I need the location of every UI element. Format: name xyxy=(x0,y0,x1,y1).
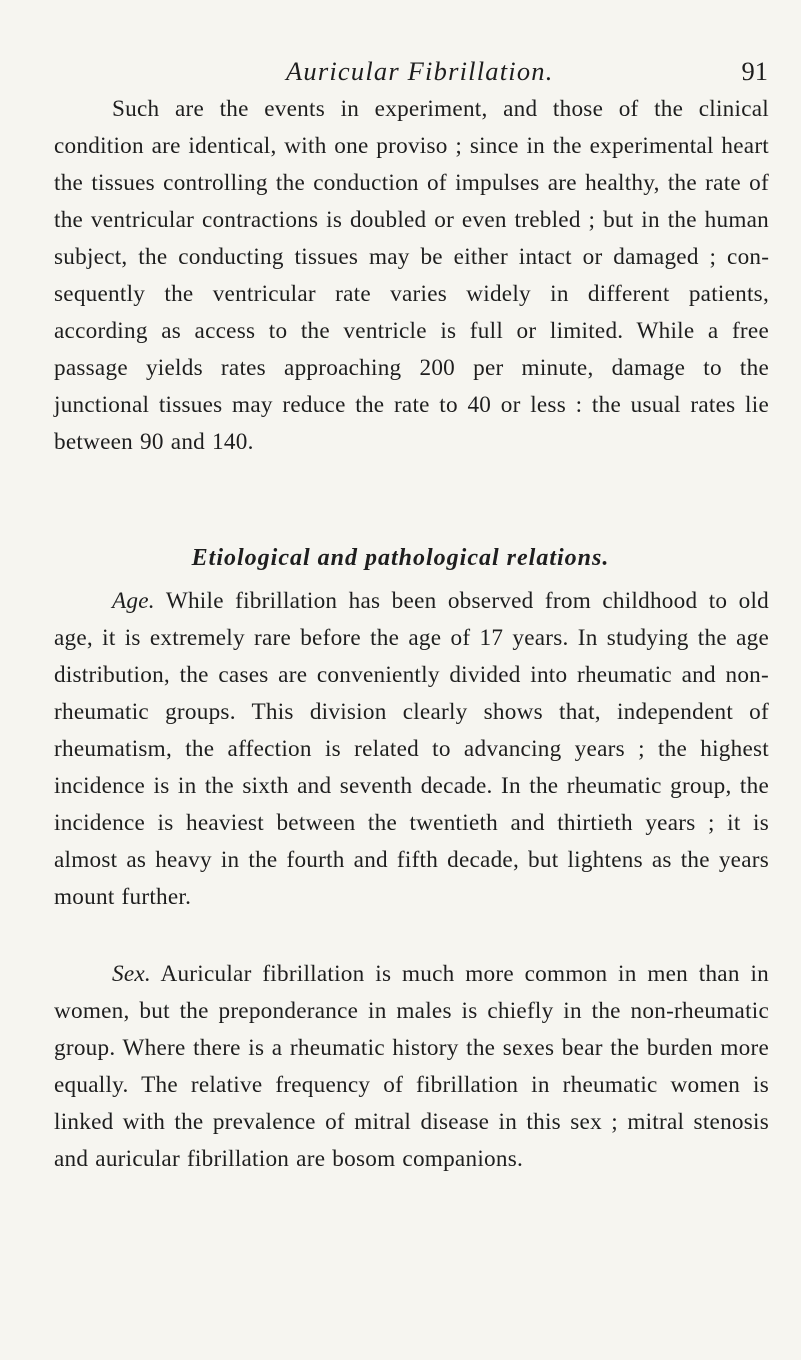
paragraph-sex xyxy=(54,956,769,1178)
paragraph-age-text: While fibrillation has been observed from childhood to old age, it is extremely rare before the age of 17 years. In studying the age distribution, the cases are conveniently divided into rheumatic and non-rheumatic groups. This division clearly shows that, independent of rheumatism, the affection is related to advancing years ; the highest incidence is in the sixth and seventh decade. In the rheumatic group, the incidence is heaviest between the twentieth and thirtieth years ; it is almost as heavy in the fourth and fifth decade, but lightens as the years mount further. xyxy=(54,588,770,911)
run-in-heading-sex: Sex. xyxy=(112,961,151,987)
paragraph-age xyxy=(54,583,769,916)
paragraph-conduction: Such are the events in experiment, and those of the clinical condition are identical, with one proviso ; since in the experimental heart the tissues controlling the conduction of impulses are healthy, the rate of the ventricular contractions is doubled or even trebled ; but in the human subject, the conducting tissues may be either intact or damaged ; consequently the ventricular rate varies widely in different patients, according as access to the ventricle is full or limited. While a free passage yields rates approaching 200 per minute, damage to the junctional tissues may reduce the rate to 40 or less : the usual rates lie between 90 and 140. xyxy=(54,96,769,456)
run-in-heading-age: Age. xyxy=(112,588,155,614)
page-number: 91 xyxy=(741,56,768,86)
section-heading: Etiological and pathological relations. xyxy=(191,545,610,571)
running-head xyxy=(268,56,768,96)
running-title: Auricular Fibrillation. xyxy=(286,56,554,86)
paragraph-sex-text: Auricular fibrillation is much more common in men than in women, but the preponderance in males is chiefly in the non-rheumatic group. Where there is a rheumatic history the sexes bear the burden more equally. The relative frequency of fibrillation in rheumatic women is linked with the prevalence of mitral disease in this sex ; mitral stenosis and auricular fibrillation are bosom companions. xyxy=(54,961,769,1173)
